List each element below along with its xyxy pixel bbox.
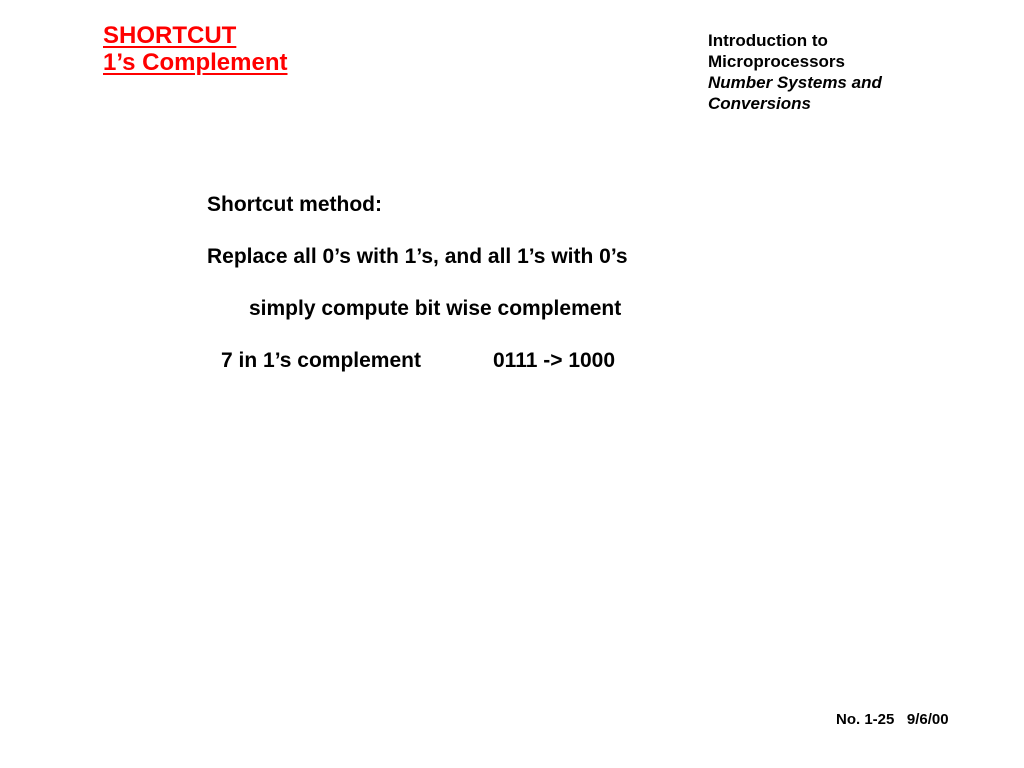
example-label: 7 in 1’s complement [221,349,421,372]
course-header-line-1: Introduction to [708,31,828,50]
example-value: 0111 -> 1000 [493,349,616,372]
slide-title [103,22,288,76]
slide-date: 9/6/00 [906,711,949,728]
slide-footer [836,711,949,729]
course-header-line-3: Number Systems and [708,73,882,92]
course-header-line-4: Conversions [708,94,811,113]
course-header-line-2: Microprocessors [708,52,845,71]
course-header [708,30,882,114]
complement-note: simply compute bit wise complement [249,297,622,320]
complement-rule: Replace all 0’s with 1’s, and all 1’s with 0’s [207,245,628,268]
slide-title-line-1: SHORTCUT [103,22,237,49]
slide-number: No. 1-25 [836,711,895,728]
shortcut-heading: Shortcut method: [207,193,382,216]
slide-title-line-2: 1’s Complement [103,49,288,76]
